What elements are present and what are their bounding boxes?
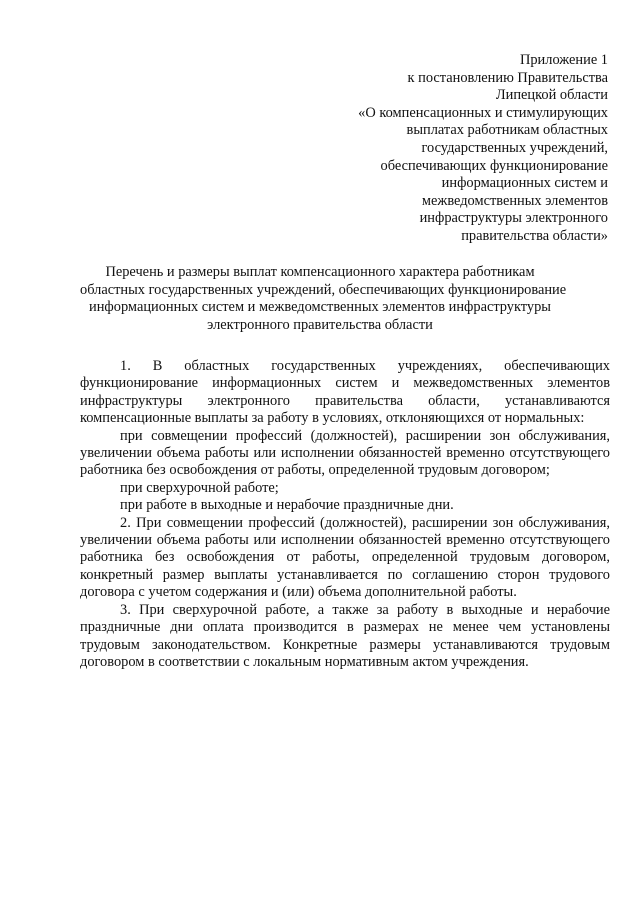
appendix-line: правительства области» [461, 227, 608, 244]
paragraph-holidays: при работе в выходные и нерабочие праздничные дни. [120, 497, 454, 514]
paragraph-combining-positions: при совмещении профессий (должностей), расширении зон обслуживания, увеличении объема работы или исполнении обязанностей временно отсутствующего работника без освобождения от работы, определенной трудовым договором; [80, 427, 610, 479]
paragraph-1: 1. В областных государственных учреждениях, обеспечивающих функционирование информационных систем и межведомственных элементов инфраструктуры электронного правительства области, устанавливаются компенсационные выплаты за работу в условиях, отклоняющихся от нормальных: [80, 358, 610, 427]
appendix-line: «О компенсационных и стимулирующих [358, 104, 608, 121]
appendix-title: Приложение 1 [519, 52, 608, 68]
document-body [80, 358, 610, 671]
appendix-line: к постановлению Правительства [407, 69, 608, 86]
appendix-line: выплатах работникам областных [406, 122, 608, 139]
appendix-line: межведомственных элементов [421, 192, 608, 209]
title-line: электронного правительства области [207, 316, 433, 333]
appendix-line: обеспечивающих функционирование [380, 157, 608, 174]
paragraph-2: 2. При совмещении профессий (должностей), расширении зон обслуживания, увеличении объема работы или исполнении обязанностей временно отсутствующего работника без освобождения от работы, определенной трудовым договором, конкретный размер выплаты устанавливается по соглашению сторон трудового договора с учетом содержания и (или) объема дополнительной работы. [80, 514, 610, 601]
appendix-line: инфраструктуры электронного [419, 210, 608, 227]
title-line: Перечень и размеры выплат компенсационного характера работникам [105, 264, 535, 280]
appendix-line: Липецкой области [495, 87, 608, 104]
appendix-line: государственных учреждений, [421, 139, 608, 156]
title-line: информационных систем и межведомственных элементов инфраструктуры [89, 299, 551, 316]
appendix-line: информационных систем и [441, 175, 608, 192]
paragraph-3: 3. При сверхурочной работе, а также за работу в выходные и нерабочие праздничные дни оплата производится в размерах не менее чем установлены трудовым законодательством. Конкретные размеры устанавливаются трудовым договором в соответствии с локальным нормативным актом учреждения. [80, 601, 610, 670]
document-title [80, 264, 567, 334]
title-line: областных государственных учреждений, обеспечивающих функционирование [80, 281, 567, 298]
appendix-header [308, 52, 608, 246]
paragraph-overtime: при сверхурочной работе; [120, 479, 279, 496]
